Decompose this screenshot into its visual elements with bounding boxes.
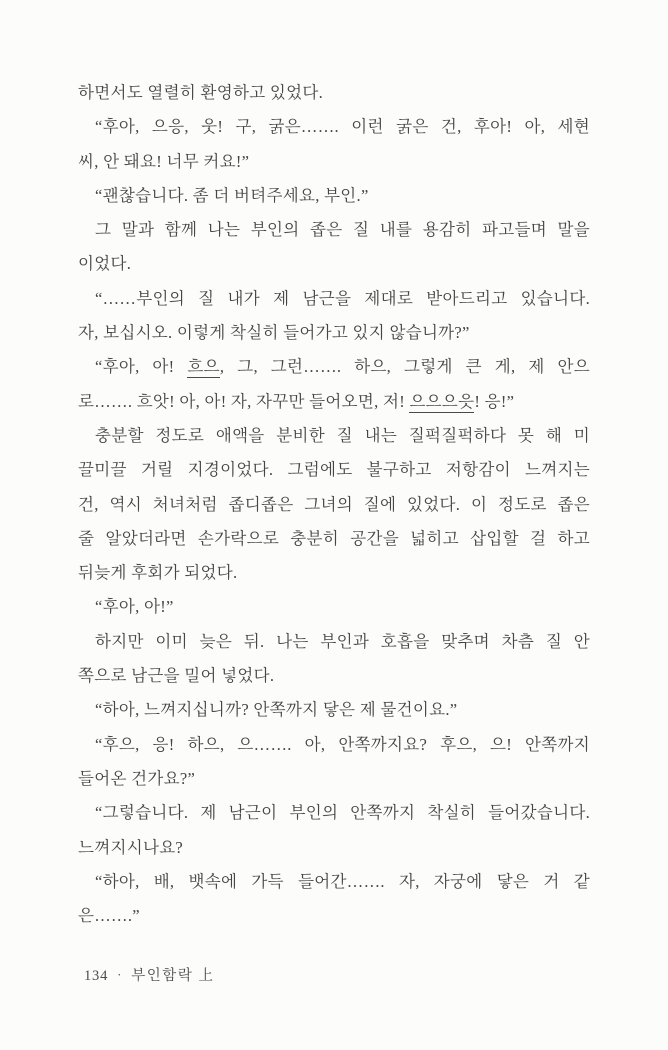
text-segment: 건, 역시 처녀처럼 좁디좁은 그녀의 질에 있었다. 이 정도로 좁은 [78,494,590,514]
text-line [78,522,590,556]
text-segment: 충분할 정도로 애액을 분비한 질 내는 질퍽질퍽하다 못 해 미 [95,425,590,445]
text-line [78,625,590,659]
text-line [78,762,590,796]
body-text [78,76,590,933]
text-segment: 자, 보십시오. 이렇게 착실히 들어가고 있지 않습니까?” [78,323,470,343]
text-line [78,110,590,144]
text-segment: 뒤늦게 후회가 되었다. [78,563,238,583]
text-line [78,796,590,830]
text-segment: “……부인의 질 내가 제 남근을 제대로 받아드리고 있습니다. [95,288,590,308]
text-line [78,556,590,590]
underlined-text-segment: 으으으읏 [409,391,475,411]
text-segment: 하면서도 열렬히 환영하고 있었다. [78,83,324,102]
text-line [78,282,590,316]
text-line [78,590,590,624]
text-segment: 느껴지시나요? [78,837,184,857]
text-line [78,693,590,727]
text-line [78,76,590,110]
text-segment: “그렇습니다. 제 남근이 부인의 안쪽까지 착실히 들어갔습니다. [95,803,590,823]
text-segment: 로……. 흐앗! 아, 아! 자, 자꾸만 들어오면, 저! [78,391,410,411]
text-line [78,831,590,865]
text-line [78,488,590,522]
page-footer [84,964,214,985]
text-segment: 들어온 건가요?” [78,768,196,788]
text-line [78,350,590,384]
text-segment: “후으, 응! 하으, 으……. 아, 안쪽까지요? 후으, 으! 안쪽까지 [95,734,590,754]
text-line [78,899,590,933]
underlined-text-segment: 흐으 [187,357,220,377]
text-segment: 쪽으로 남근을 밀어 넣었다. [78,666,275,686]
text-segment: ! 응!” [474,391,515,411]
text-line [78,659,590,693]
page-number: 134 [84,968,109,984]
text-segment: 이었다. [78,254,132,274]
text-segment: “하아, 느껴지십니까? 안쪽까지 닿은 제 물건이요.” [95,700,458,720]
text-segment: “후아, 아!” [95,597,174,617]
footer-separator: · [117,967,123,982]
text-line [78,453,590,487]
text-segment: 줄 알았더라면 손가락으로 충분히 공간을 넓히고 삽입할 걸 하고 [78,528,590,548]
text-line [78,728,590,762]
text-segment: , 그, 그런……. 하으, 그렇게 큰 게, 제 안으 [219,357,590,377]
book-title: 부인함락 上 [131,968,215,984]
text-line [78,145,590,179]
text-segment: “후아, 아! [95,357,188,377]
text-line [78,865,590,899]
text-segment: 씨, 안 돼요! 너무 커요!” [78,151,250,171]
text-line [78,385,590,419]
text-line [78,179,590,213]
text-line [78,247,590,281]
text-segment: “괜찮습니다. 좀 더 버텨주세요, 부인.” [95,185,369,205]
text-line [78,213,590,247]
text-segment: “후아, 으응, 웃! 구, 굵은……. 이런 굵은 건, 후아! 아, 세현 [95,117,590,137]
text-segment: 끌미끌 거릴 지경이었다. 그럼에도 불구하고 저항감이 느껴지는 [78,460,590,480]
text-segment: “하아, 배, 뱃속에 가득 들어간……. 자, 자궁에 닿은 거 같 [95,871,590,891]
text-segment: 하지만 이미 늦은 뒤. 나는 부인과 호흡을 맞추며 차츰 질 안 [95,631,590,651]
text-segment: 은…….” [78,906,140,926]
text-line [78,316,590,350]
text-line [78,419,590,453]
text-segment: 그 말과 함께 나는 부인의 좁은 질 내를 용감히 파고들며 말을 [95,220,590,240]
